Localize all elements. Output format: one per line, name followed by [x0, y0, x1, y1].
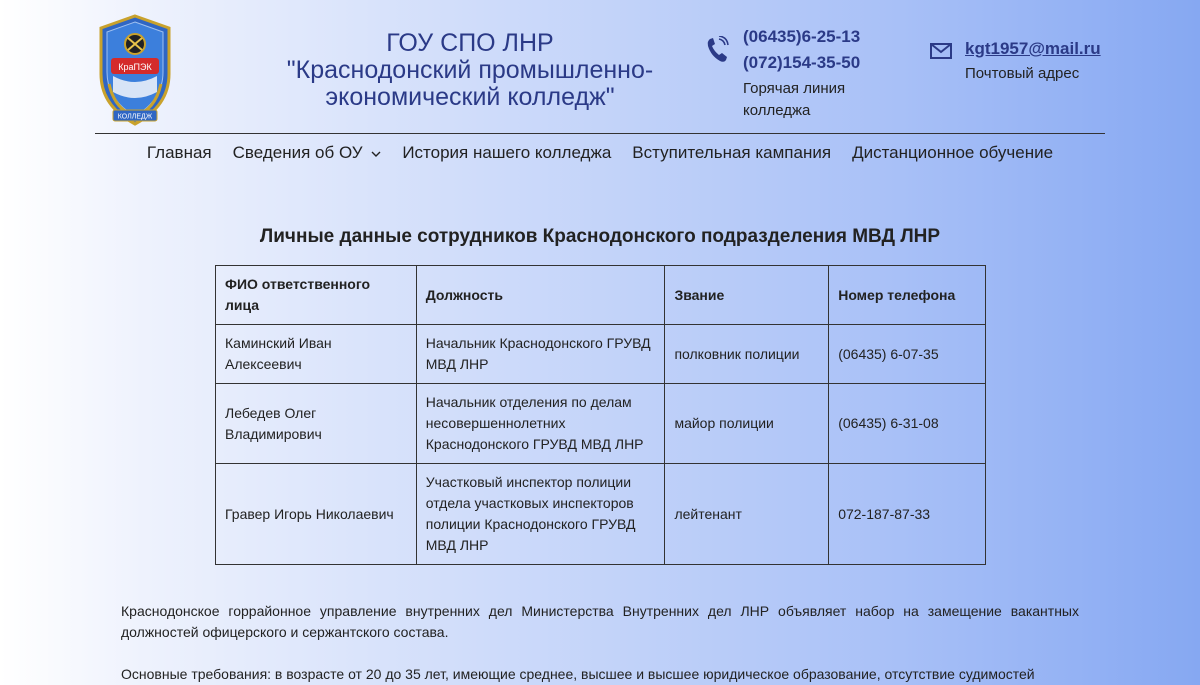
hotline-label: Горячая линия колледжа: [743, 80, 846, 119]
cell-phone: (06435) 6-07-35: [829, 325, 986, 384]
college-logo[interactable]: [95, 14, 175, 126]
cell-position: Участковый инспектор полиции отдела участковых инспекторов полиции Краснодонского ГРУВД МВД ЛНР: [416, 464, 665, 565]
nav-item-about-label: Сведения об ОУ: [232, 143, 363, 162]
table-header-row: [216, 266, 986, 325]
nav-item-about[interactable]: [233, 142, 382, 164]
cell-phone: (06435) 6-31-08: [829, 384, 986, 464]
cell-rank: лейтенант: [665, 464, 829, 565]
nav-item-home[interactable]: Главная: [146, 143, 212, 162]
site-header: [0, 0, 1200, 162]
svg-text:КраПЭК: КраПЭК: [118, 62, 152, 72]
main-nav: [0, 142, 1200, 164]
cell-name: Лебедев Олег Владимирович: [216, 384, 417, 464]
requirements-text: Основные требования: в возрасте от 20 до 35 лет, имеющие среднее, высшее и высшее юридическое образование, отсутствие судимостей: [121, 666, 1035, 682]
cell-rank: полковник полиции: [665, 325, 829, 384]
title-line-3: экономический колледж": [325, 83, 615, 111]
title-line-2: "Краснодонский промышленно-: [286, 56, 654, 84]
cell-phone: 072-187-87-33: [829, 464, 986, 565]
vacancy-announcement: Краснодонское горрайонное управление внутренних дел Министерства Внутренних дел ЛНР объявляет набор на замещение вакантных должностей офицерского и сержантского состава.: [121, 603, 1079, 640]
phone-number-2[interactable]: (072)154-35-50: [743, 53, 861, 72]
page-title: Личные данные сотрудников Краснодонского подразделения МВД ЛНР: [259, 226, 941, 247]
column-header-phone: Номер телефона: [829, 266, 986, 325]
table-row: [216, 464, 986, 565]
cell-position: Начальник Краснодонского ГРУВД МВД ЛНР: [416, 325, 665, 384]
staff-table: [215, 265, 986, 565]
title-line-1: ГОУ СПО ЛНР: [386, 29, 554, 57]
envelope-icon: [930, 43, 952, 59]
site-title: [270, 30, 670, 111]
nav-item-history[interactable]: История нашего колледжа: [402, 143, 612, 162]
table-row: [216, 384, 986, 464]
header-divider: [95, 133, 1105, 134]
phone-icon: [705, 36, 729, 64]
email-link[interactable]: kgt1957@mail.ru: [965, 39, 1101, 58]
cell-name: Гравер Игорь Николаевич: [216, 464, 417, 565]
phone-number-1[interactable]: (06435)6-25-13: [743, 27, 861, 46]
cell-name: Каминский Иван Алексеевич: [216, 325, 417, 384]
column-header-position: Должность: [416, 266, 665, 325]
chevron-down-icon: [371, 149, 381, 159]
email-label: Почтовый адрес: [965, 65, 1080, 82]
svg-text:КОЛЛЕДЖ: КОЛЛЕДЖ: [117, 113, 153, 121]
table-row: [216, 325, 986, 384]
nav-item-admission[interactable]: Вступительная кампания: [632, 143, 832, 162]
cell-position: Начальник отделения по делам несовершеннолетних Краснодонского ГРУВД МВД ЛНР: [416, 384, 665, 464]
column-header-name: ФИО ответственного лица: [216, 266, 417, 325]
nav-item-distance-learning[interactable]: Дистанционное обучение: [852, 143, 1054, 162]
column-header-rank: Звание: [665, 266, 829, 325]
cell-rank: майор полиции: [665, 384, 829, 464]
